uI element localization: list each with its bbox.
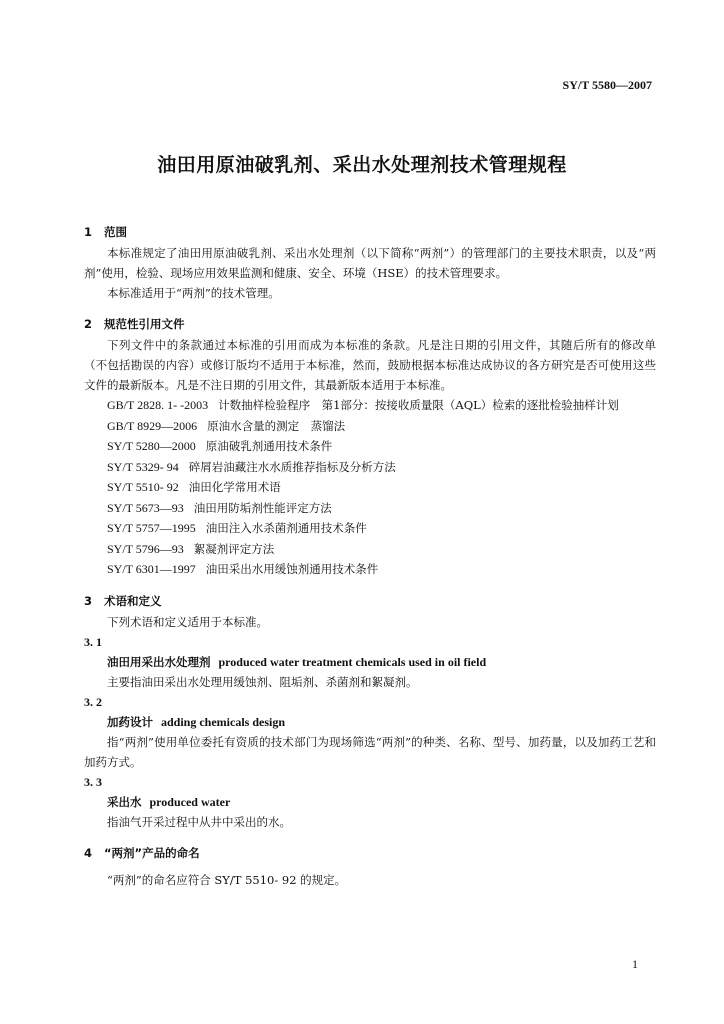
term-3-3-number: 3. 3: [84, 774, 102, 789]
section-title: “两剂”产品的命名: [104, 845, 200, 860]
normative-references-list: [84, 395, 656, 580]
term-3-3: [84, 792, 656, 812]
reference-item: [84, 457, 656, 478]
reference-title: 油田注入水杀菌剂通用技术条件: [205, 521, 367, 535]
section-title: 规范性引用文件: [104, 317, 185, 331]
reference-code: SY/T 5280—2000: [107, 439, 196, 453]
reference-item: [84, 436, 656, 457]
reference-item: [84, 416, 656, 437]
term-en: produced water treatment chemicals used in oil field: [218, 654, 487, 669]
term-3-3-definition: 指油气开采过程中从井中采出的水。: [107, 814, 291, 829]
section-4-paragraph-1: “两剂”的命名应符合 SY/T 5510- 92 的规定。: [107, 872, 347, 887]
reference-title: 油田采出水用缓蚀剂通用技术条件: [205, 562, 379, 576]
section-1-paragraph-1: 本标准规定了油田用原油破乳剂、采出水处理剂（以下简称“两剂”）的管理部门的主要技术职责，以及“两剂”使用，检验、现场应用效果监测和健康、安全、环境（HSE）的技术管理要求。: [84, 246, 656, 280]
term-3-2-definition: 指“两剂”使用单位委托有资质的技术部门为现场筛选“两剂”的种类、名称、型号、加药量，以及加药工艺和加药方式。: [84, 734, 656, 769]
section-3-heading: [84, 590, 656, 612]
reference-title: 原油水含量的测定 蒸馏法: [207, 418, 346, 433]
reference-title: 原油破乳剂通用技术条件: [205, 439, 333, 453]
term-cn: 加药设计: [107, 714, 153, 729]
reference-item: [84, 518, 656, 539]
term-3-2-number: 3. 2: [84, 694, 102, 709]
reference-title: 絮凝剂评定方法: [193, 541, 275, 556]
reference-item: [84, 395, 656, 416]
section-1-paragraph-2: 本标准适用于“两剂”的技术管理。: [107, 286, 280, 300]
reference-item: [84, 498, 656, 519]
term-en: produced water: [149, 794, 231, 809]
reference-code: SY/T 6301—1997: [107, 562, 196, 576]
term-3-1: [84, 652, 656, 672]
reference-item: [84, 559, 656, 580]
document-title: 油田用原油破乳剂、采出水处理剂技术管理规程: [157, 154, 567, 176]
reference-code: GB/T 8929—2006: [107, 418, 198, 433]
reference-code: SY/T 5329- 94: [107, 459, 179, 474]
term-cn: 油田用采出水处理剂: [107, 654, 211, 669]
reference-code: SY/T 5796—93: [107, 541, 184, 556]
reference-code: SY/T 5510- 92: [107, 480, 179, 494]
reference-code: SY/T 5673—93: [107, 500, 184, 515]
section-title: 术语和定义: [104, 593, 162, 608]
section-number: 2: [84, 317, 93, 331]
reference-code: SY/T 5757—1995: [107, 521, 196, 535]
reference-item: [84, 477, 656, 498]
section-2-paragraph-1: 下列文件中的条款通过本标准的引用而成为本标准的条款。凡是注日期的引用文件，其随后所有的修改单（不包括勘误的内容）或修订版均不适用于本标准，然而，鼓励根据本标准达成协议的各方研究是否可使用这些文件的最新版本。凡是不注日期的引用文件，其最新版本适用于本标准。: [84, 338, 656, 392]
section-2-heading: [84, 313, 656, 335]
reference-title: 碎屑岩油藏注水水质推荐指标及分析方法: [188, 459, 396, 474]
page-number: 1: [632, 957, 638, 971]
section-number: 3: [84, 593, 93, 608]
reference-title: 油田用防垢剂性能评定方法: [193, 500, 332, 515]
reference-item: [84, 539, 656, 560]
reference-code: GB/T 2828. 1- -2003: [107, 398, 209, 412]
term-en: adding chemicals design: [161, 714, 286, 729]
section-4-heading: [84, 842, 656, 864]
term-cn: 采出水: [107, 794, 142, 809]
reference-title: 油田化学常用术语: [188, 480, 281, 494]
term-3-2: [84, 712, 656, 732]
document-body: [84, 221, 656, 890]
term-3-1-definition: 主要指油田采出水处理用缓蚀剂、阻垢剂、杀菌剂和絮凝剂。: [107, 674, 418, 689]
section-number: 1: [84, 225, 93, 239]
section-1-heading: [84, 221, 656, 243]
standard-code: SY/T 5580—2007: [562, 78, 652, 92]
section-3-paragraph-1: 下列术语和定义适用于本标准。: [107, 614, 268, 629]
reference-title: 计数抽样检验程序 第1部分：按接收质量限（AQL）检索的逐批检验抽样计划: [218, 398, 619, 412]
section-title: 范围: [104, 225, 127, 239]
term-3-1-number: 3. 1: [84, 634, 102, 649]
section-number: 4: [84, 845, 93, 860]
